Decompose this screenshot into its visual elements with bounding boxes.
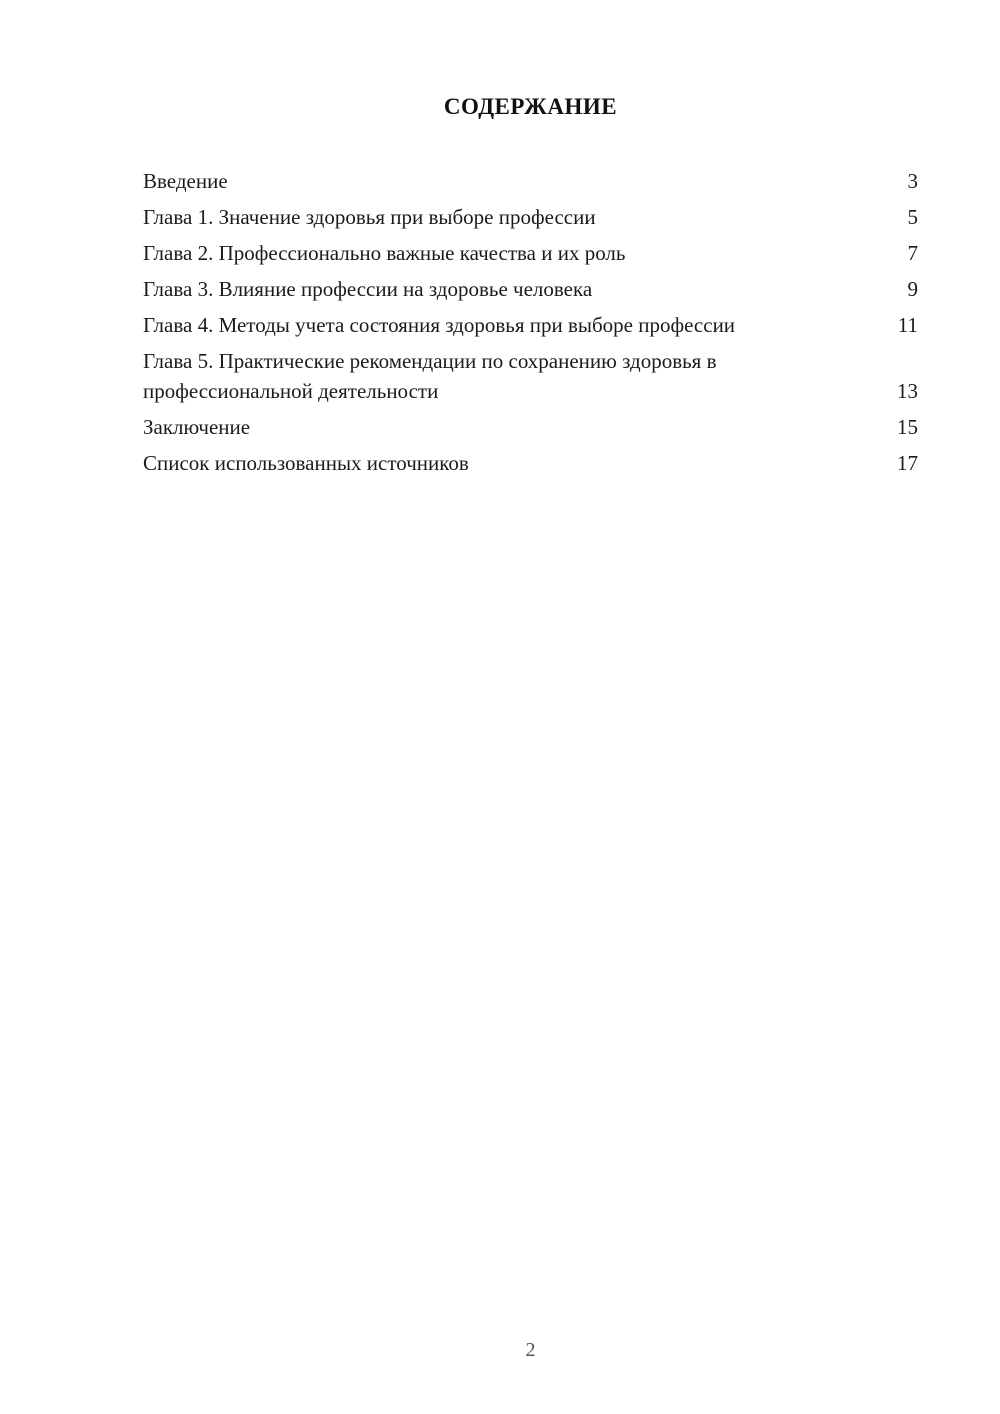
toc-entry-title: Глава 1. Значение здоровья при выборе профессии (143, 205, 596, 229)
toc-entry-title: Введение (143, 169, 228, 193)
toc-entry-page: 9 (907, 277, 918, 301)
toc-entry-title: Глава 5. Практические рекомендации по сохранению здоровья в профессиональной деятельности (143, 349, 717, 403)
toc-entry-title: Глава 2. Профессионально важные качества и их роль (143, 241, 626, 265)
toc-entry-title: Заключение (143, 415, 251, 439)
table-of-contents (143, 166, 918, 478)
toc-entry-page: 11 (897, 313, 918, 337)
toc-entry-page: 5 (907, 205, 918, 229)
toc-entry (143, 274, 918, 304)
toc-entry (143, 166, 918, 196)
toc-entry (143, 202, 918, 232)
page-title: СОДЕРЖАНИЕ (443, 94, 618, 119)
toc-entry (143, 346, 918, 406)
page-number-footer: 2 (525, 1339, 536, 1361)
toc-entry (143, 448, 918, 478)
toc-entry-title: Глава 4. Методы учета состояния здоровья при выборе профессии (143, 313, 736, 337)
toc-entry-title: Список использованных источников (143, 451, 469, 475)
toc-entry-page: 13 (897, 379, 918, 403)
toc-entry-title: Глава 3. Влияние профессии на здоровье человека (143, 277, 593, 301)
toc-entry-page: 17 (897, 451, 918, 475)
toc-entry-page: 3 (907, 169, 918, 193)
toc-entry (143, 412, 918, 442)
toc-entry-page: 7 (907, 241, 918, 265)
toc-entry-page: 15 (897, 415, 918, 439)
toc-entry (143, 310, 918, 340)
page-content (0, 0, 1000, 478)
toc-entry (143, 238, 918, 268)
